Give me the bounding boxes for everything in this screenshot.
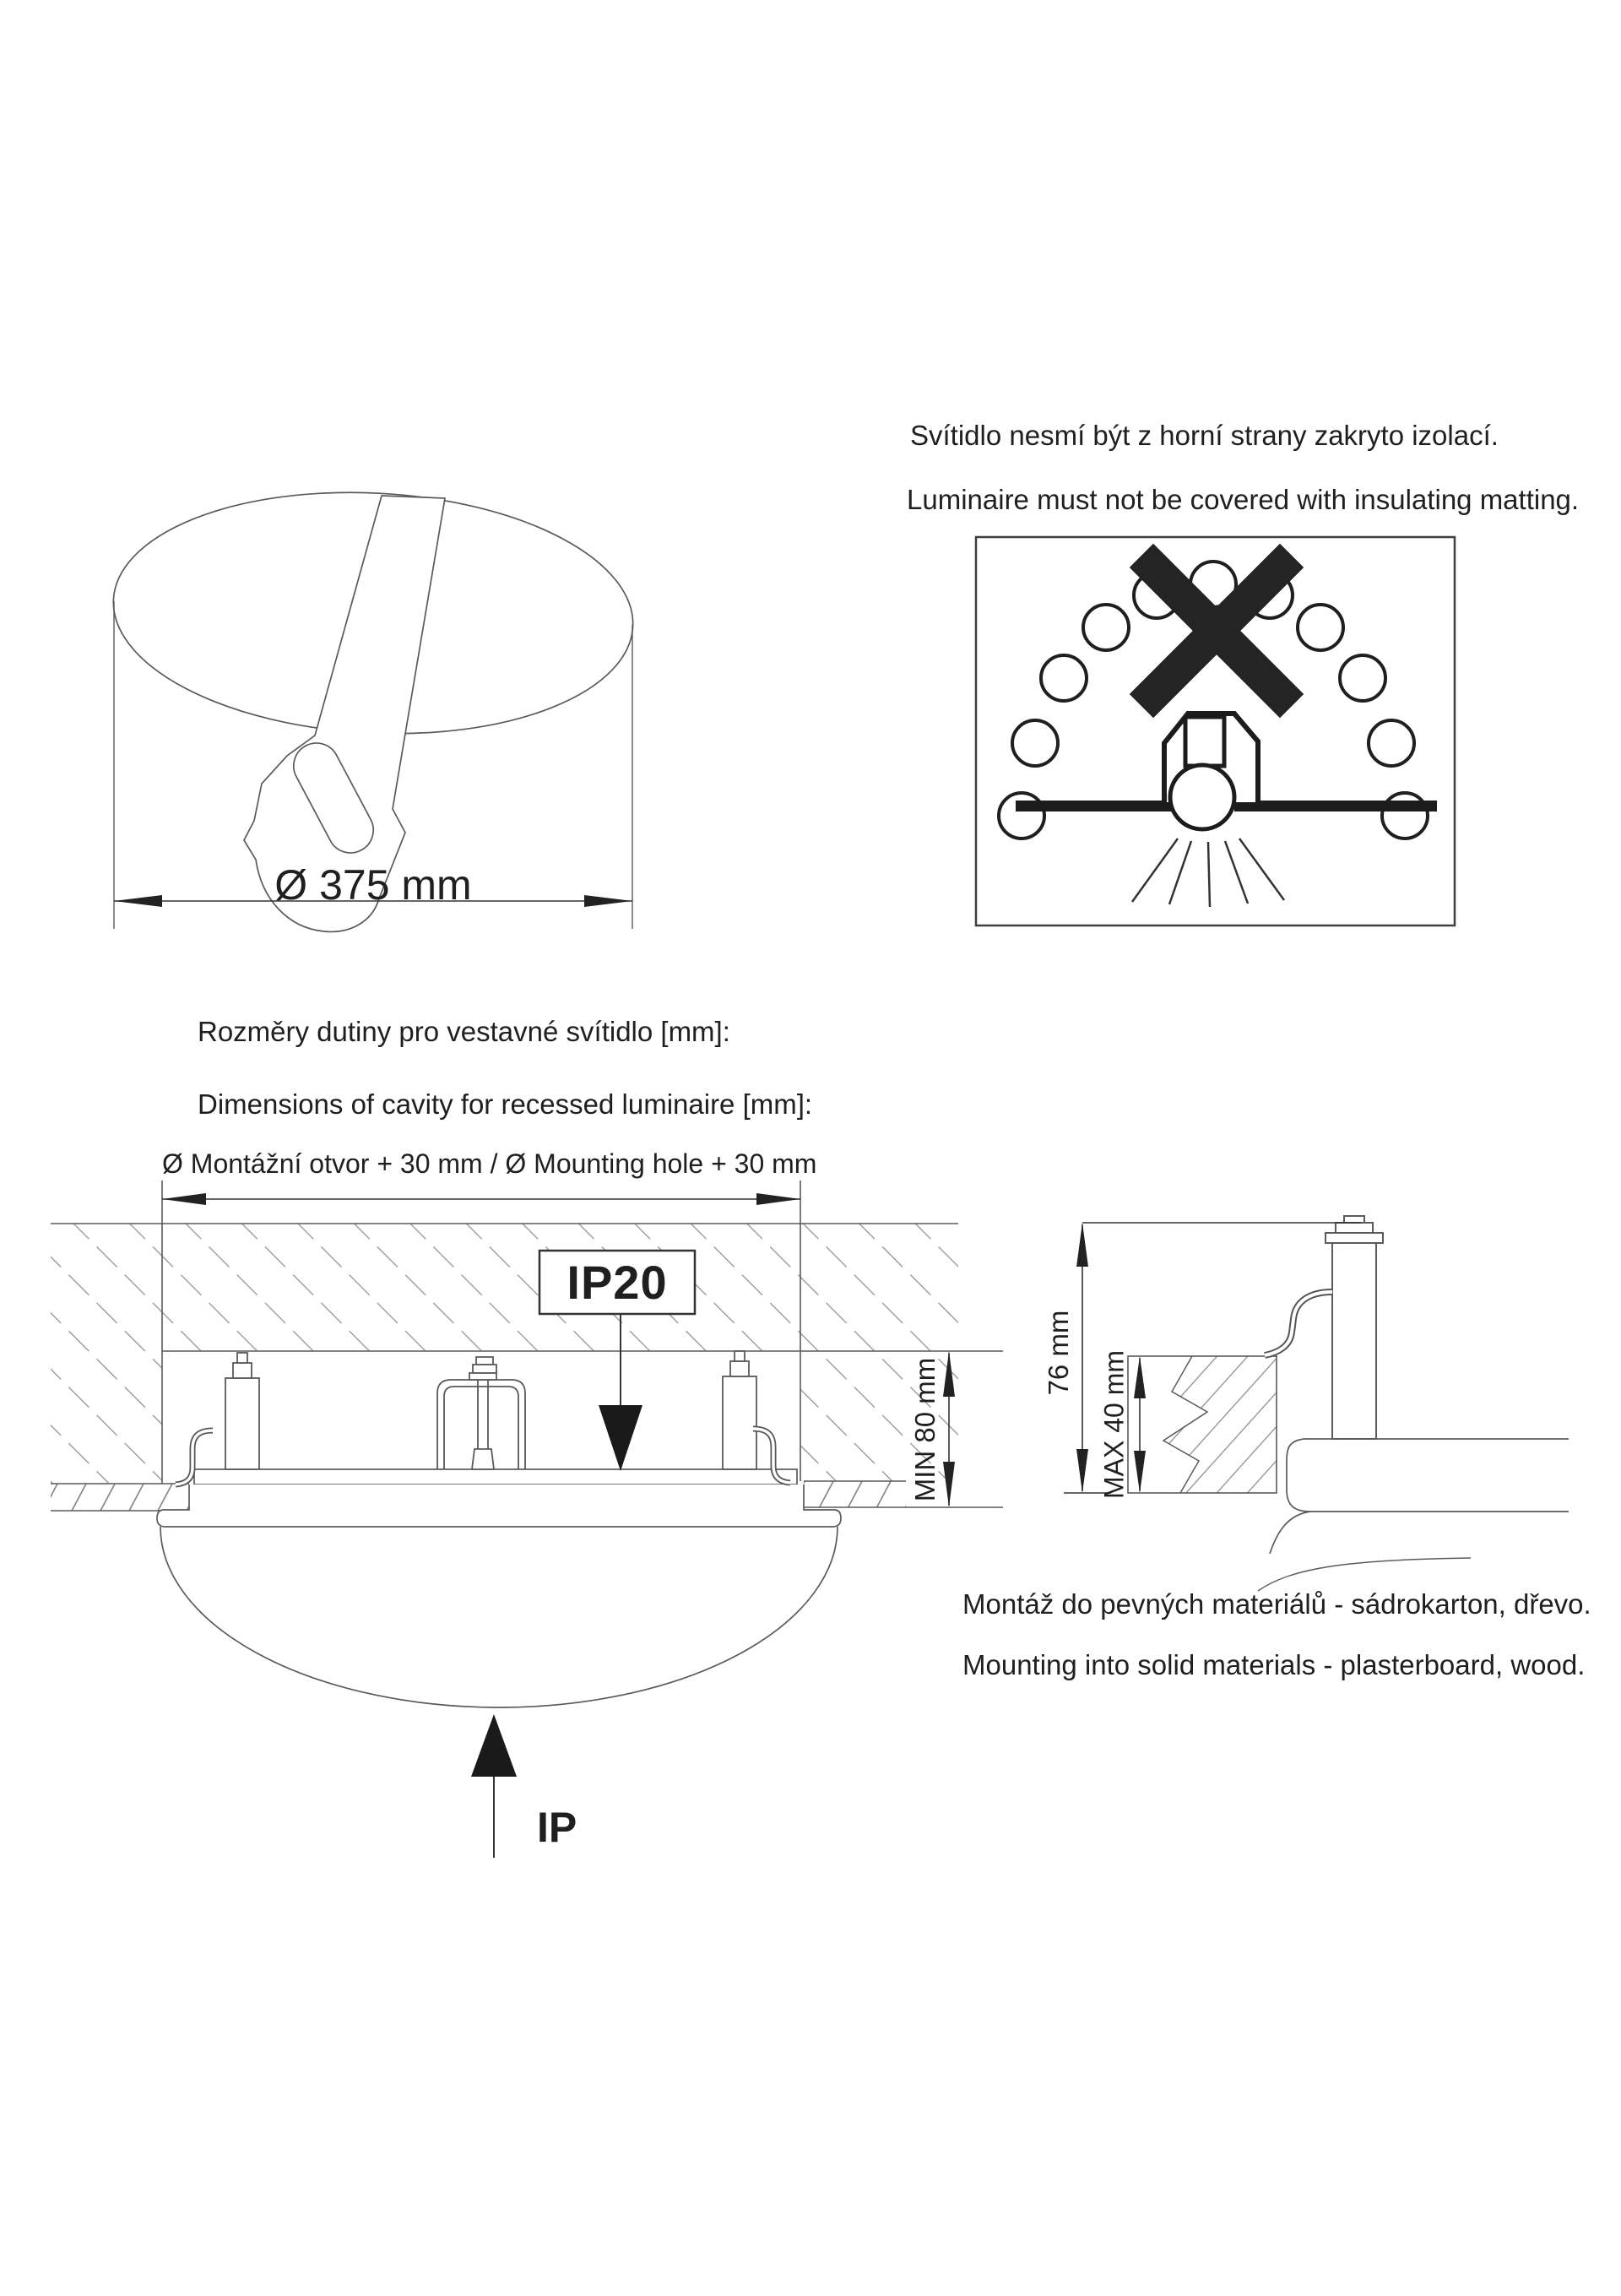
dimension-arrow-down	[943, 1462, 955, 1507]
glass-dome	[160, 1527, 838, 1707]
dimension-arrow-right	[756, 1193, 800, 1205]
dimension-arrow-left	[162, 1193, 206, 1205]
insulation-warning-pictogram	[976, 537, 1455, 925]
luminaire-base-plate	[194, 1469, 797, 1485]
mounting-note-cs: Montáž do pevných materiálů - sádrokarton, dřevo.	[962, 1588, 1591, 1620]
trim-ring	[157, 1485, 841, 1527]
recess-height-dimension-label: 76 mm	[1043, 1310, 1075, 1396]
mounting-post	[723, 1376, 756, 1469]
mounting-post	[1332, 1243, 1376, 1439]
dimension-arrow-up	[1076, 1223, 1088, 1267]
dimension-arrow-down	[1076, 1449, 1088, 1493]
dimension-arrow-right	[584, 895, 632, 907]
insulation-note-en: Luminaire must not be covered with insulating matting.	[907, 484, 1580, 515]
cavity-heading-cs: Rozměry dutiny pro vestavné svítidlo [mm]:	[198, 1016, 730, 1047]
dimension-arrow-left	[114, 895, 162, 907]
arrow-up-icon	[471, 1714, 517, 1777]
ip-arrow-annotation	[471, 1714, 517, 1858]
max-thickness-dimension-label: MAX 40 mm	[1098, 1349, 1130, 1500]
mounting-detail-drawing	[1064, 1216, 1569, 1591]
cavity-heading-en: Dimensions of cavity for recessed luminaire [mm]:	[198, 1088, 813, 1120]
min-depth-dimension-label: MIN 80 mm	[909, 1357, 941, 1502]
ip20-rating-label: IP20	[567, 1256, 668, 1309]
arrow-down-icon	[599, 1405, 642, 1471]
insulation-note-cs: Svítidlo nesmí být z horní strany zakryto izolací.	[910, 420, 1499, 451]
mounting-post	[225, 1378, 259, 1469]
ip-label: IP	[537, 1804, 577, 1851]
mounting-hole-dimension-label: Ø Montážní otvor + 30 mm / Ø Mounting hole + 30 mm	[162, 1148, 817, 1179]
diameter-dimension-label: Ø 375 mm	[274, 861, 472, 909]
mounting-note-en: Mounting into solid materials - plasterboard, wood.	[962, 1649, 1586, 1680]
cavity-cross-section-drawing	[51, 1181, 1003, 1707]
